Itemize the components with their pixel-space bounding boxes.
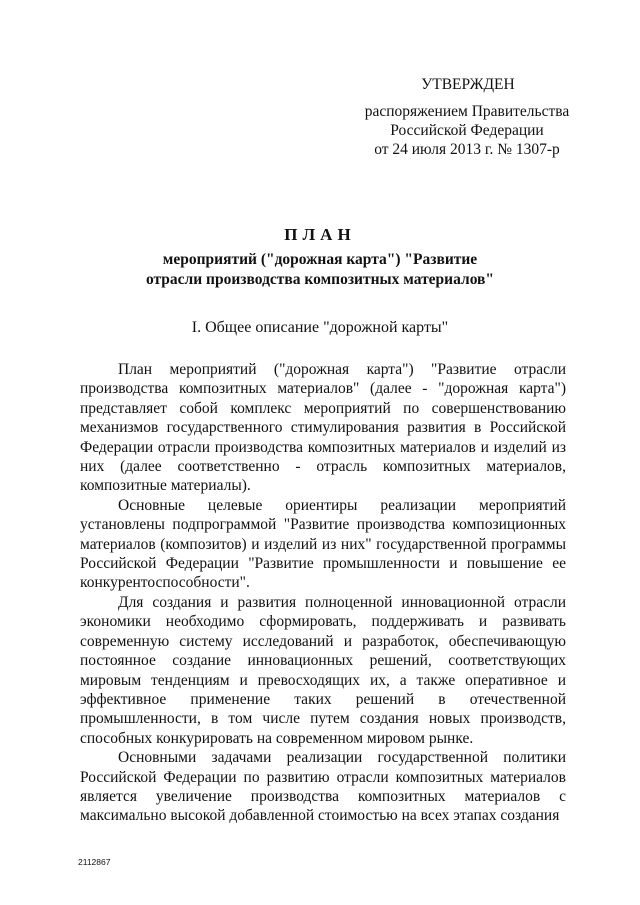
approval-line: распоряжением Правительства xyxy=(364,103,570,120)
approval-line: Российской Федерации xyxy=(390,122,544,139)
approval-date-line: от 24 июля 2013 г. № 1307-р xyxy=(374,141,560,158)
paragraph: Основными задачами реализации государственной политики Российской Федерации по развитию отрасли композитных материалов является увеличение производства композитных материалов с максимально высокой добавленной стоимостью на всех этапах создания xyxy=(80,749,566,825)
document-code: 2112867 xyxy=(78,857,111,867)
paragraph: Для создания и развития полноценной инновационной отрасли экономики необходимо сформировать, поддерживать и развивать современную систему исследований и разработок, обеспечивающую постоянное создание инновационных решений, соответствующих мировым тенденциям и превосходящих их, а также оперативное и эффективное применение таких решений в отечественной промышленности, в том числе путем создания новых производств, способных конкурировать на современном мировом рынке. xyxy=(80,593,566,747)
document-body xyxy=(80,360,566,826)
paragraph: Основные целевые ориентиры реализации мероприятий установлены подпрограммой "Развитие производства композиционных материалов (композитов) и изделий из них" государственной программы Российской Федерации "Развитие промышленности и повышение ее конкурентоспособности". xyxy=(80,496,566,592)
section-heading: I. Общее описание "дорожной карты" xyxy=(191,319,449,336)
document-subtitle: мероприятий ("дорожная карта") "Развитие xyxy=(162,251,478,268)
approval-title: УТВЕРЖДЕН xyxy=(421,76,515,93)
document-subtitle: отрасли производства композитных материалов" xyxy=(145,271,495,288)
document-title: ПЛАН xyxy=(284,225,356,244)
paragraph: План мероприятий ("дорожная карта") "Развитие отрасли производства композитных материалов" (далее - "дорожная карта") представляет собой комплекс мероприятий по совершенствованию механизмов государственного стимулирования развития в Российской Федерации отрасли производства композитных материалов и изделий из них (далее соответственно - отрасль композитных материалов, композитные материалы). xyxy=(80,361,566,495)
